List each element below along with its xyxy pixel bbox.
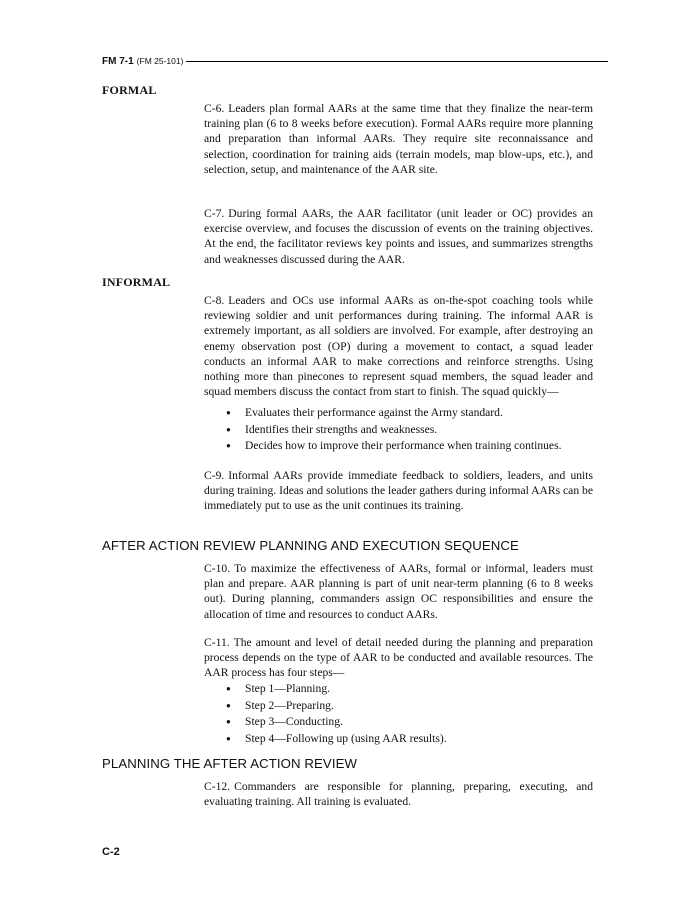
paragraph-number: C-7. <box>204 207 225 220</box>
heading-informal: INFORMAL <box>102 275 171 289</box>
manual-number: FM 7-1 <box>102 55 134 67</box>
paragraph-text: Leaders plan formal AARs at the same time that they finalize the near-term training plan (6 to 8 weeks before execution). Formal AARs require more planning and preparation than informal AARs. They require site reconnaissance and selection, coordination for training aids (terrain models, map blow-ups, etc.), and selection, setup, and maintenance of the AAR site. <box>204 102 593 176</box>
list-item: ● Step 2—Preparing. <box>204 698 593 713</box>
paragraph-c11 <box>204 635 593 681</box>
paragraph-text: Commanders are responsible for planning, preparing, executing, and evaluating training. All training is evaluated. <box>204 780 593 809</box>
paragraph-c6 <box>204 101 593 177</box>
list-item: ● Step 4—Following up (using AAR results). <box>204 731 593 746</box>
paragraph-c9 <box>204 468 593 514</box>
list-item: ● Step 3—Conducting. <box>204 714 593 729</box>
paragraph-text: The amount and level of detail needed during the planning and preparation process depends on the type of AAR to be conducted and available resources. The AAR process has four steps— <box>204 636 593 680</box>
list-item: ● Evaluates their performance against the Army standard. <box>204 405 593 420</box>
paragraph-c8 <box>204 293 593 399</box>
paragraph-number: C-6. <box>204 102 225 115</box>
paragraph-number: C-8. <box>204 294 225 307</box>
supersedes-number: (FM 25-101) <box>136 56 184 66</box>
paragraph-c10 <box>204 561 593 622</box>
aar-steps-list <box>204 681 593 747</box>
heading-formal: FORMAL <box>102 83 157 97</box>
running-header <box>102 54 608 68</box>
paragraph-text: Leaders and OCs use informal AARs as on-the-spot coaching tools while reviewing soldier and unit performances during training. The informal AAR is extremely important, as all soldiers are involved. For example, after destroying an enemy observation post (OP) during a movement to contact, a squad leader conducts an informal AAR to make corrections and reinforce strengths. Using nothing more than pinecones to represent squad members, the squad leader and squad members discuss the contact from start to finish. The squad quickly— <box>204 294 593 399</box>
paragraph-number: C-12. <box>204 780 231 793</box>
paragraph-c7 <box>204 206 593 267</box>
list-item: ● Identifies their strengths and weaknesses. <box>204 422 593 437</box>
heading-planning: PLANNING THE AFTER ACTION REVIEW <box>102 756 358 771</box>
paragraph-text: To maximize the effectiveness of AARs, formal or informal, leaders must plan and prepare. AAR planning is part of unit near-term planning (6 to 8 weeks out). During planning, commanders assign OC responsibilities and ensure the allocation of time and resources to conduct AARs. <box>204 562 593 621</box>
page-number: C-2 <box>102 846 120 858</box>
paragraph-number: C-9. <box>204 469 225 482</box>
list-item: ● Decides how to improve their performance when training continues. <box>204 438 593 453</box>
paragraph-number: C-10. <box>204 562 231 575</box>
squad-actions-list <box>204 405 593 455</box>
heading-sequence: AFTER ACTION REVIEW PLANNING AND EXECUTION SEQUENCE <box>102 538 519 553</box>
paragraph-number: C-11. <box>204 636 230 649</box>
paragraph-c12 <box>204 779 593 809</box>
list-item: ● Step 1—Planning. <box>204 681 593 696</box>
header-rule <box>186 61 608 62</box>
paragraph-text: During formal AARs, the AAR facilitator (unit leader or OC) provides an exercise overview, and focuses the discussion of events on the training objectives. At the end, the facilitator reviews key points and issues, and summarizes strengths and weaknesses discussed during the AAR. <box>204 207 593 266</box>
paragraph-text: Informal AARs provide immediate feedback to soldiers, leaders, and units during training. Ideas and solutions the leader gathers during informal AARs can be immediately put to use as the unit continues its training. <box>204 469 593 513</box>
